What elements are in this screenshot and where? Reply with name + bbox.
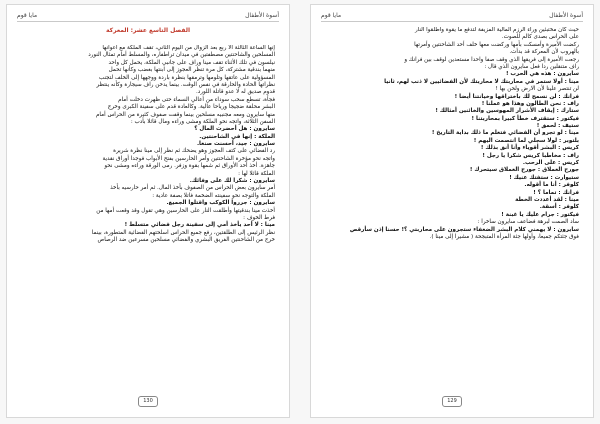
dialogue-line: بلتوبر : لولا سجلي لما انتصمت اليهم ! bbox=[473, 137, 579, 144]
dialogue-line: كريس : البشر أقوياء وأنا أنق بذلك ! bbox=[480, 145, 579, 152]
text-line: الملكة والتوجه نحو سفينته الضخمة فاتلا بصفة عادية : bbox=[152, 192, 275, 199]
dialogue-line: فيكتور : ستقترف خطأ كبيرا بمحاربتنا ! bbox=[471, 115, 579, 122]
text-line: راف متنقلين ردا فعل سايرون الذي قال : bbox=[484, 63, 579, 70]
text-line: نظراتها الحادة والحارقة في نفس الوقت. بينما يدخن راف سيجارة وكأنه ينتظر bbox=[96, 81, 275, 88]
dialogue-line: راف : مخاطبا كريس شكرا يا رجل ! bbox=[482, 152, 579, 159]
text-line: منها سايرون ومعه مجنبيه مسلحين بينما وقفت صفوف كثيرة من الحراس أمام bbox=[95, 111, 275, 118]
dialogue-line: سايرون : جرروا الكوكب واقتلوا الجميع. bbox=[166, 200, 275, 207]
dialogue-line: جورج العملاق : جورج العملاق سيتحرك ! bbox=[469, 167, 579, 174]
dialogue-line: سايرون : لا يهمني كلام البشر الضعفاء ستجرون على محاربتي ؟! حسنا إذن سأرقص bbox=[349, 226, 579, 233]
dialogue-line: مينا : لقد أعددت الخطة bbox=[515, 196, 579, 203]
dialogue-line: فرانك : تماما ؟ ! bbox=[533, 189, 579, 196]
dialogue-line: ستيوارت : ستفتك عنيك ! bbox=[509, 174, 579, 181]
header-book-title: أسوة الأطفال bbox=[549, 11, 583, 19]
running-header bbox=[321, 9, 583, 22]
text-line: أمر سايرون بعض الحراس من الصفوف بأخذ المال. ثم أمر حارسيه بأخذ bbox=[110, 185, 275, 192]
left-page bbox=[6, 4, 290, 418]
text-line: الملكة قائلا لها : bbox=[238, 170, 275, 177]
text-line: رجعت الأميرة إلى فريقها الذي وقف صفا واحدا مستعدين لوقف بين فرانك و bbox=[404, 56, 579, 63]
text-line: فرط الخوف : bbox=[243, 214, 275, 221]
chapter-title: الفصل التاسع عشر: المعركة bbox=[105, 27, 191, 34]
text-line: فجأة، تسطع سحب سوداء من أعالي السماء حتى ظهرت دخلت أمام bbox=[118, 96, 275, 103]
header-book-title: أسوة الأطفال bbox=[245, 11, 279, 19]
dialogue-line: سايرون : جيد، أحسنت صنعا. bbox=[196, 141, 275, 148]
header-author: مايا قوم bbox=[17, 11, 38, 19]
header-author: مايا قوم bbox=[321, 11, 342, 19]
text-line: نظر الرئيس إلى الطلقتين، رفع جميع الحراس اسلحتهم الفضائية المتطورة، بينما bbox=[91, 229, 275, 236]
text-line: واتجه نحو مؤخرة الشاحنتين وأمر الحارسين بفتح الأبواب فوجدا أوراق نقدية bbox=[102, 155, 275, 162]
dialogue-line: ستارك : إيقاف الأشرار المهوسين والخائنين أمثالك ! bbox=[435, 108, 579, 115]
body-text bbox=[21, 45, 275, 245]
dialogue-line: كريس : على الرحب. bbox=[522, 160, 579, 167]
dialogue-line: مينا : أولا ستمر في محاربتك لا محاربتك لأن الفضائيين لا ذنب لهم، ثانيا bbox=[384, 78, 579, 85]
dialogue-line: مينا : لا أحد يأخذ أمي إلى سفينة رجل فضائي متسلط ! bbox=[124, 222, 275, 229]
text-line: ساد الصمت لبرهة فضاعف سايرون ساخرا : bbox=[477, 219, 579, 226]
text-line: أخذت مينا بندقيتها وأطلقت النار على الحارسين وهي تقول وقد وقعت أمها من bbox=[96, 207, 275, 214]
text-line: خرج من الشاحنتين الفريق البشري والفضائي مسلحين مسرعين ضد الرصاص bbox=[97, 237, 275, 244]
text-line: رد الفضائي على كتف العجوز وهو يضحك ثم نظر إلى مينا نظرة شريرة bbox=[113, 148, 275, 155]
text-line: ركضت الأميرة وأمسكت بأمها وركضت معها خلف أحد الشاحنتين وأمرتها bbox=[414, 41, 579, 48]
page-number: 130 bbox=[138, 396, 158, 407]
text-line: على الحراس بصدى كالم للصوت. bbox=[501, 34, 579, 41]
dialogue-line: كلوفر : أسقة. bbox=[539, 204, 579, 211]
text-line: البشر محلقة ضجيجا ورياحا عالية. وكالعادة قدم على سفينة الكبرى وخرج bbox=[107, 104, 275, 111]
text-line: المسؤولية على عاتقها وتلومها وترمقها بنظرة باردة ووجهها إلى الخلف لتجنب bbox=[98, 74, 275, 81]
dialogue-line: ستيف : لحمق ! bbox=[536, 123, 579, 130]
dialogue-line: فيكتور : جرام عليك يا غبنة ! bbox=[501, 211, 579, 218]
text-line: فوق جثتكم جميعا، وأولها جثة المرأة المتبجحة ( مشيرا إلى مينا ). bbox=[429, 233, 579, 240]
text-line: بالهروب لأن المعركة قد بدأت. bbox=[509, 49, 579, 56]
dialogue-line: سايرون : هل أحضرت المال ؟ bbox=[194, 126, 275, 133]
dialogue-line: سايرون : هذه هي الحرب ! bbox=[505, 71, 579, 78]
dialogue-line: كلوفر : أنا ما أقوله. bbox=[524, 182, 579, 189]
right-page bbox=[310, 4, 594, 418]
text-line: لن تنتصر علينا لأن الارض ولحن بها ! bbox=[495, 86, 579, 93]
text-line: حيث كان مختبئين وراء الرزم المالية المزيفة لتدفع ما يقوة وأطلقوا النار bbox=[414, 27, 579, 33]
dialogue-line: الملكة : إنها في الشاحنتين. bbox=[199, 133, 275, 140]
text-line: نيلسون في تلك الأثناء تقف مينا وراف على جانبي الملكة، يحمل كل واحد bbox=[108, 59, 275, 66]
dialogue-line: سايرون : شكرا لك على وفائك. bbox=[189, 178, 275, 185]
running-header bbox=[17, 9, 279, 22]
text-line: السفن الثلاثة، واتجه نحو الملكة ومشى وراءه ومال قائلا بأدب : bbox=[130, 118, 275, 125]
text-line: جاهزة. أخذ أحد الأوراق ثم شمها بقوة وزفر. رمى الورقة وراءه ومشى نحو bbox=[104, 163, 275, 170]
text-line: المسلحين والشاحنتين مصطفتين في ميدان تراطفاره، والمسلط أمام تمثال النورد bbox=[88, 52, 275, 59]
dialogue-line: مينا : لو تجرو أن الفضائي فتعلم ما ذلك بداية التاريخ ! bbox=[431, 130, 579, 137]
text-line: إنها الساعة الثالثة الا ربع بعد الزوال من اليوم الثاني، تقف الملكة مع أعوانها bbox=[102, 45, 275, 51]
text-line: قدوم صديق له لا عدو قاتلة اللورد. bbox=[196, 89, 275, 96]
dialogue-line: راف : نحن الطالون وهذا هو عملنا ! bbox=[481, 100, 579, 107]
body-text bbox=[325, 27, 579, 241]
text-line: منهما بندقية مشتركة، كل مرة تنظر العجوز إلى ابنتها بغضب وكأنها تحمل bbox=[108, 67, 275, 74]
dialogue-line: فرانك : لن نسمح لك باختراقها وخيانتنا أيضا ! bbox=[454, 93, 579, 100]
page-number: 129 bbox=[442, 396, 462, 407]
